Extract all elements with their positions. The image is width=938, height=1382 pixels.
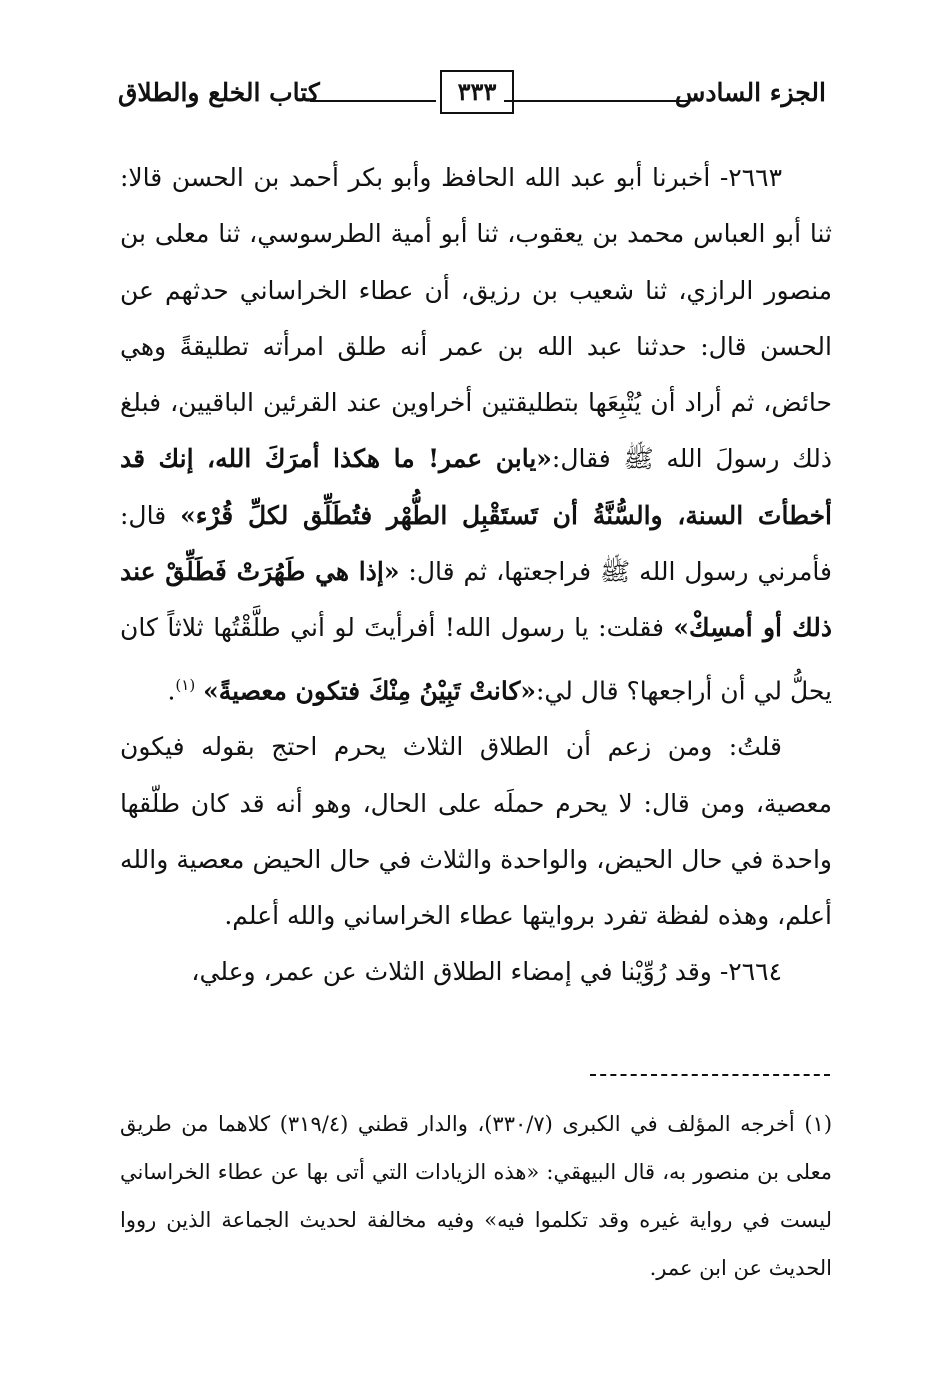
header-part: الجزء السادس xyxy=(674,78,826,107)
hadith-quote-3: «كانتْ تَبِيْنُ مِنْكَ فتكون معصيةً» xyxy=(203,676,536,705)
running-header xyxy=(118,70,826,122)
hadith-2663-intro: ٢٦٦٣- أخبرنا أبو عبد الله الحافظ وأبو بكر أحمد بن الحسن قالا: ثنا أبو العباس محمد بن يعقوب، ثنا أبو أمية الطرسوسي، ثنا معلى بن منصور الرازي، ثنا شعيب بن رزيق، أن عطاء الخراساني حدثهم عن الحسن قال: حدثنا عبد الله بن عمر أنه طلق امرأته تطليقةً وهي حائض، ثم أراد أن يُتْبِعَها بتطليقتين أخراوين عند القرئين الباقيين، فبلغ ذلك رسولَ الله ﷺ فقال: xyxy=(120,163,833,474)
hadith-quote-1: «يابن عمر! ما هكذا أمرَكَ الله، إنك قد أخطأتَ السنة، والسُّنَّةُ أن تَستَقْبِل الطُّهْر فتُطَلِّق لكلِّ قُرْء» xyxy=(120,444,832,530)
header-rule-left xyxy=(310,100,436,102)
paragraph-hadith-2664: ٢٦٦٤- وقد رُوِّيْنا في إمضاء الطلاق الثلاث عن عمر، وعلي، xyxy=(191,957,782,987)
main-text xyxy=(120,150,832,1001)
footnotes xyxy=(120,1100,832,1292)
footnote-1: (١) أخرجه المؤلف في الكبرى (٣٣٠/٧)، والدار قطني (٣١٩/٤) كلاهما من طريق معلى بن منصور به، قال البيهقي: «هذه الزيادات التي أتى بها عن عطاء الخراساني ليست في رواية غيره وقد تكلموا فيه» وفيه مخالفة لحديث الجماعة الذين رووا الحديث عن ابن عمر. xyxy=(120,1112,833,1280)
paragraph-commentary: قلتُ: ومن زعم أن الطلاق الثلاث يحرم احتج بقوله فيكون معصية، ومن قال: لا يحرم حملَه على الحال، وهو أنه قد كان طلّقها واحدة في حال الحيض، والواحدة والثلاث في حال الحيض معصية والله أعلم، وهذه لفظة تفرد بروايتها عطاء الخراساني والله أعلم. xyxy=(120,732,832,931)
hadith-2663-mid-1: قال: فأمرني رسول الله ﷺ فراجعتها، ثم قال: xyxy=(120,500,832,587)
hadith-2663-mid-2: فقلت: يا رسول الله! أفرأيتَ لو أني طلَّقْتُها ثلاثاً كان يحلُّ لي أن أراجعها؟ قال لي: xyxy=(120,613,832,705)
hadith-2663-end: . xyxy=(167,676,176,705)
page-number: ٣٣٣ xyxy=(440,70,514,114)
paragraph-hadith-2663 xyxy=(120,150,832,719)
footnote-separator xyxy=(590,1074,830,1076)
header-rule-right xyxy=(504,100,690,102)
hadith-quote-2: «إذا هي طَهُرَتْ فَطَلِّقْ عند ذلك أو أمسِكْ» xyxy=(120,557,832,643)
header-book-title: كتاب الخلع والطلاق xyxy=(118,78,320,107)
footnote-ref-1: (١) xyxy=(175,675,196,694)
